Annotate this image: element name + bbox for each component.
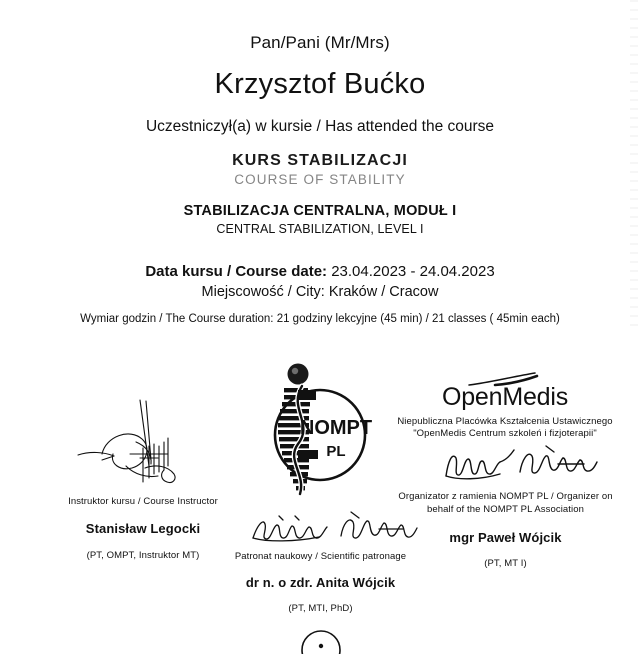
module-title-en: CENTRAL STABILIZATION, LEVEL I — [216, 222, 424, 236]
openmedis-word-medis: Medis — [502, 383, 569, 411]
course-title-en: COURSE OF STABILITY — [234, 172, 406, 187]
instructor-role-label: Instruktor kursu / Course Instructor — [68, 496, 218, 507]
course-city-line: Miejscowość / City: Kraków / Cracow — [201, 284, 439, 300]
instructor-credentials: (PT, OMPT, Instruktor MT) — [86, 550, 200, 561]
patronage-signature-block — [203, 508, 438, 614]
nompt-seal-icon — [258, 362, 382, 498]
patronage-signature-image — [203, 508, 438, 549]
openmedis-subtitle-1: Niepubliczna Placówka Kształcenia Ustawicznego — [397, 416, 613, 427]
organizer-name: mgr Paweł Wójcik — [449, 529, 562, 545]
organizer-role-label: Organizator z ramienia NOMPT PL / Organizer on behalf of the NOMPT PL Association — [398, 491, 613, 515]
patronage-name: dr n. o zdr. Anita Wójcik — [245, 575, 396, 590]
attendance-statement: Uczestniczył(a) w kursie / Has attended the course — [145, 118, 495, 135]
seal-line1-text: NOMPT — [299, 417, 373, 439]
openmedis-subtitle-2: "OpenMedis Centrum szkoleń i fizjoterapii" — [413, 428, 597, 439]
nompt-pl-seal-logo — [258, 362, 382, 498]
openmedis-word-open: Open — [441, 383, 503, 411]
course-title-pl: KURS STABILIZACJI — [232, 152, 408, 169]
course-date-value: 23.04.2023 - 24.04.2023 — [331, 263, 495, 280]
course-date-label: Data kursu / Course date: — [145, 263, 328, 280]
salutation-text: Pan/Pani (Mr/Mrs) — [250, 33, 390, 52]
bottom-seal-partial-icon — [296, 624, 346, 654]
organizer-signature-image — [388, 442, 623, 488]
instructor-name: Stanisław Legocki — [85, 521, 201, 536]
instructor-signature-image — [18, 398, 268, 494]
seal-line2-text: PL — [326, 443, 346, 460]
organizer-credentials: (PT, MT I) — [484, 557, 527, 569]
openmedis-wordmark — [385, 385, 625, 410]
openmedis-logo-block — [385, 372, 625, 439]
patronage-role-label: Patronat naukowy / Scientific patronage — [234, 551, 407, 562]
course-date-line — [0, 263, 640, 280]
recipient-name: Krzysztof Bućko — [214, 68, 426, 100]
course-duration-line: Wymiar godzin / The Course duration: 21 godziny lekcyjne (45 min) / 21 classes ( 45min each) — [80, 313, 560, 325]
module-title-pl: STABILIZACJA CENTRALNA, MODUŁ I — [183, 203, 457, 219]
patronage-credentials: (PT, MTI, PhD) — [288, 603, 353, 614]
